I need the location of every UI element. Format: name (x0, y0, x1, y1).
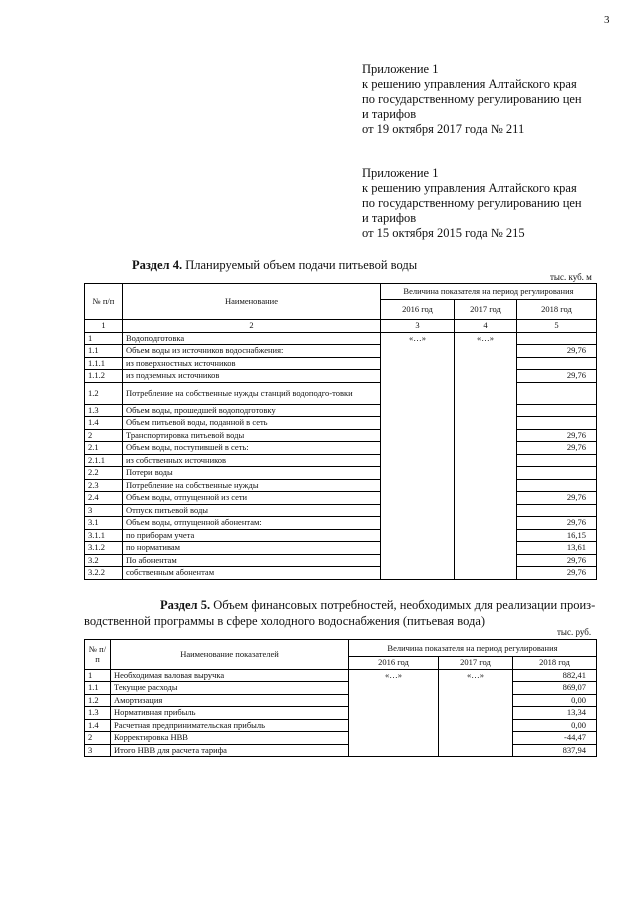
section4-table (84, 283, 597, 580)
appendix-line: Приложение 1 (362, 62, 439, 76)
table-row (85, 404, 597, 417)
row-number: 2 (85, 732, 111, 745)
appendix-line: от 19 октября 2017 года № 211 (362, 122, 525, 136)
table-row (85, 332, 597, 345)
table-row (85, 479, 597, 492)
row-number: 3.2.2 (85, 567, 123, 580)
value-2018 (517, 417, 597, 430)
row-name: Отпуск питьевой воды (123, 504, 381, 517)
row-number: 3.2 (85, 554, 123, 567)
row-number: 1.1 (85, 682, 111, 695)
table-row (85, 467, 597, 480)
table-row (85, 345, 597, 358)
col-header-num: № п/п (85, 640, 111, 670)
col-header-year: 2018 год (513, 657, 597, 670)
section5-label: Раздел 5. (160, 598, 211, 612)
row-number: 2 (85, 429, 123, 442)
table-row (85, 719, 597, 732)
table-row (85, 504, 597, 517)
col-header-year: 2017 год (455, 300, 517, 320)
row-number: 3 (85, 744, 111, 757)
row-number: 2.3 (85, 479, 123, 492)
table-row (85, 357, 597, 370)
row-name: из подземных источников (123, 370, 381, 383)
col-header-num: № п/п (85, 284, 123, 320)
table-row (85, 744, 597, 757)
row-name: Нормативная прибыль (111, 707, 349, 720)
row-number: 1.2 (85, 382, 123, 404)
section5-title-line1: Объем финансовых потребностей, необходимых для реализации произ- (210, 598, 596, 612)
value-2018: 29,76 (517, 442, 597, 455)
table-row (85, 669, 597, 682)
appendix-line: от 15 октября 2015 года № 215 (362, 226, 525, 240)
row-name: Объем воды, отпущенной из сети (123, 492, 381, 505)
table-row (85, 442, 597, 455)
value-2018: 16,15 (517, 529, 597, 542)
row-number: 2.1.1 (85, 454, 123, 467)
row-name: Транспортировка питьевой воды (123, 429, 381, 442)
row-name: по нормативам (123, 542, 381, 555)
value-2018: 13,34 (513, 707, 597, 720)
row-name: Корректировка НВВ (111, 732, 349, 745)
value-2018 (517, 479, 597, 492)
value-2018: 0,00 (513, 694, 597, 707)
col-header-period: Величина показателя на период регулирования (381, 284, 597, 300)
section5-table (84, 639, 597, 757)
value-2018 (517, 404, 597, 417)
row-number: 3.1.1 (85, 529, 123, 542)
table-row (85, 492, 597, 505)
row-number: 1.4 (85, 417, 123, 430)
row-number: 1.4 (85, 719, 111, 732)
value-2018 (517, 504, 597, 517)
value-2018: 29,76 (517, 492, 597, 505)
value-2018 (517, 357, 597, 370)
appendix-line: по государственному регулированию цен (362, 92, 582, 106)
row-name: собственным абонентам (123, 567, 381, 580)
section4-title (132, 258, 417, 273)
col-header-name: Наименование (123, 284, 381, 320)
section5-units: тыс. руб. (557, 627, 592, 637)
row-number: 3 (85, 504, 123, 517)
section4-units: тыс. куб. м (550, 272, 592, 282)
value-2018: 29,76 (517, 429, 597, 442)
row-number: 1.1 (85, 345, 123, 358)
value-2017-elided: «…» (439, 669, 513, 757)
value-2018: -44,47 (513, 732, 597, 745)
col-header-year: 2016 год (381, 300, 455, 320)
appendix-previous-header (362, 166, 582, 241)
row-name: Потребление на собственные нужды станций водоподго-товки (123, 382, 381, 404)
appendix-line: Приложение 1 (362, 166, 439, 180)
value-2018: 29,76 (517, 554, 597, 567)
col-header-period: Величина показателя на период регулирования (349, 640, 597, 657)
row-name: Текущие расходы (111, 682, 349, 695)
value-2018 (517, 382, 597, 404)
row-number: 2.2 (85, 467, 123, 480)
col-header-year: 2018 год (517, 300, 597, 320)
appendix-line: и тарифов (362, 211, 417, 225)
row-number: 1.3 (85, 707, 111, 720)
section5-title (84, 597, 596, 629)
row-number: 1.2 (85, 694, 111, 707)
value-2018: 882,41 (513, 669, 597, 682)
row-name: из поверхностных источников (123, 357, 381, 370)
appendix-line: к решению управления Алтайского края (362, 77, 577, 91)
row-number: 1 (85, 332, 123, 345)
row-name: Объем воды, отпущенной абонентам: (123, 517, 381, 530)
row-name: из собственных источников (123, 454, 381, 467)
page-number: 3 (604, 14, 610, 26)
value-2016-elided: «…» (381, 332, 455, 579)
value-2018 (517, 454, 597, 467)
value-2018: 29,76 (517, 345, 597, 358)
table-row (85, 529, 597, 542)
col-header-year: 2016 год (349, 657, 439, 670)
section4-title-text: Планируемый объем подачи питьевой воды (182, 258, 418, 272)
row-name: Потери воды (123, 467, 381, 480)
value-2017-elided: «…» (455, 332, 517, 579)
table-row (85, 694, 597, 707)
row-number: 2.4 (85, 492, 123, 505)
col-number: 5 (517, 320, 597, 333)
row-number: 3.1.2 (85, 542, 123, 555)
table-row (85, 417, 597, 430)
appendix-current-header (362, 62, 582, 137)
value-2018 (517, 467, 597, 480)
table-row (85, 542, 597, 555)
row-number: 1 (85, 669, 111, 682)
value-2018: 13,61 (517, 542, 597, 555)
appendix-line: к решению управления Алтайского края (362, 181, 577, 195)
row-name: Амортизация (111, 694, 349, 707)
col-number: 4 (455, 320, 517, 333)
table-row (85, 707, 597, 720)
row-number: 1.3 (85, 404, 123, 417)
col-header-year: 2017 год (439, 657, 513, 670)
row-name: Объем воды из источников водоснабжения: (123, 345, 381, 358)
row-name: Объем воды, прошедшей водоподготовку (123, 404, 381, 417)
col-number: 3 (381, 320, 455, 333)
appendix-line: и тарифов (362, 107, 417, 121)
table-row (85, 567, 597, 580)
row-name: Потребление на собственные нужды (123, 479, 381, 492)
value-2018: 29,76 (517, 567, 597, 580)
col-number: 2 (123, 320, 381, 333)
value-2018: 29,76 (517, 370, 597, 383)
value-2018: 869,07 (513, 682, 597, 695)
value-2018 (517, 332, 597, 345)
table-row (85, 370, 597, 383)
col-number: 1 (85, 320, 123, 333)
table-row (85, 554, 597, 567)
section4-label: Раздел 4. (132, 258, 183, 272)
value-2018: 837,94 (513, 744, 597, 757)
row-name: Итого НВВ для расчета тарифа (111, 744, 349, 757)
row-number: 1.1.1 (85, 357, 123, 370)
value-2018: 29,76 (517, 517, 597, 530)
row-name: Расчетная предпринимательская прибыль (111, 719, 349, 732)
row-name: Водоподготовка (123, 332, 381, 345)
row-name: Объем питьевой воды, поданной в сеть (123, 417, 381, 430)
section5-title-line2: водственной программы в сфере холодного водоснабжения (питьевая вода) (84, 614, 486, 628)
table-row (85, 682, 597, 695)
table-row (85, 732, 597, 745)
table-row (85, 382, 597, 404)
row-number: 3.1 (85, 517, 123, 530)
value-2018: 0,00 (513, 719, 597, 732)
col-header-name: Наименование показателей (111, 640, 349, 670)
row-number: 1.1.2 (85, 370, 123, 383)
row-name: Необходимая валовая выручка (111, 669, 349, 682)
row-name: По абонентам (123, 554, 381, 567)
table-row (85, 429, 597, 442)
table-row (85, 454, 597, 467)
appendix-line: по государственному регулированию цен (362, 196, 582, 210)
value-2016-elided: «…» (349, 669, 439, 757)
row-number: 2.1 (85, 442, 123, 455)
row-name: Объем воды, поступившей в сеть: (123, 442, 381, 455)
row-name: по приборам учета (123, 529, 381, 542)
table-row (85, 517, 597, 530)
